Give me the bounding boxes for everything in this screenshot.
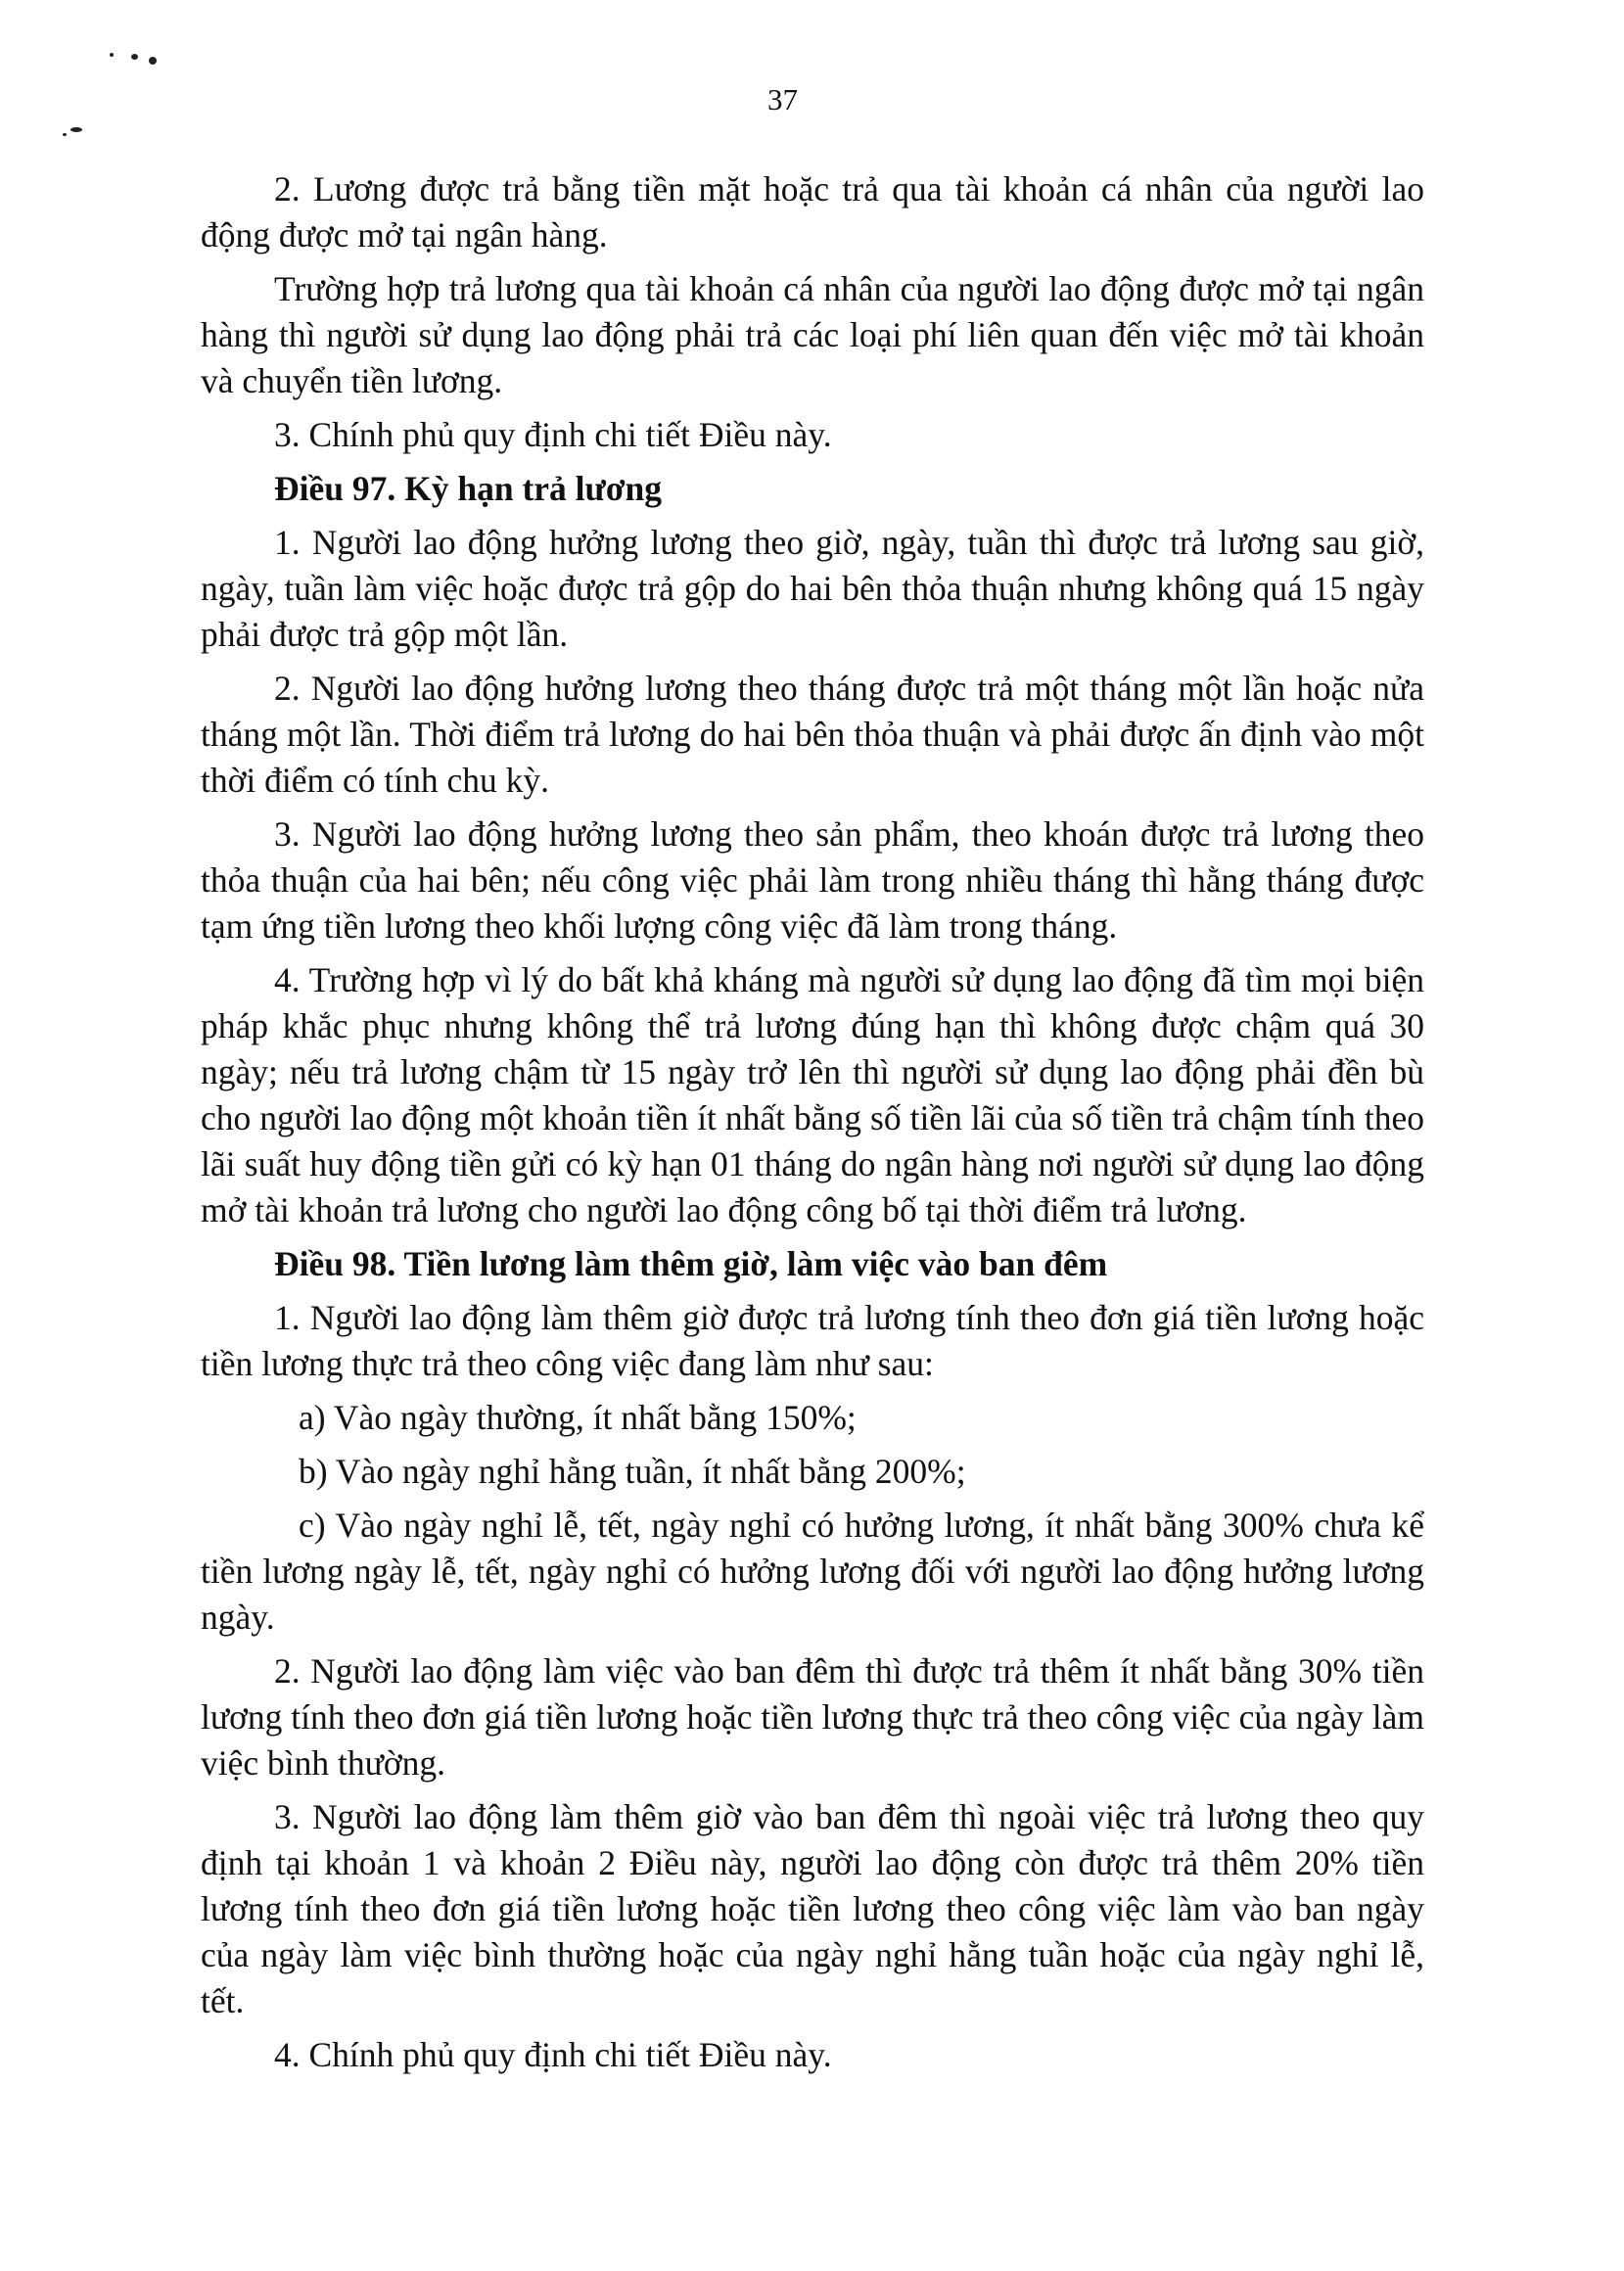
list-item: b) Vào ngày nghỉ hằng tuần, ít nhất bằng 200%;: [299, 1452, 966, 1491]
paragraph: 2. Người lao động hưởng lương theo tháng được trả một tháng một lần hoặc nửa tháng một lần. Thời điểm trả lương do hai bên thỏa thuận và phải được ấn định vào một thời điểm có tính chu kỳ.: [201, 669, 1424, 800]
paragraph: 4. Trường hợp vì lý do bất khả kháng mà người sử dụng lao động đã tìm mọi biện pháp khắc phục nhưng không thể trả lương đúng hạn thì không được chậm quá 30 ngày; nếu trả lương chậm từ 15 ngày trở lên thì người sử dụng lao động phải đền bù cho người lao động một khoản tiền ít nhất bằng số tiền lãi của số tiền trả chậm tính theo lãi suất huy động tiền gửi có kỳ hạn 01 tháng do ngân hàng nơi người sử dụng lao động mở tài khoản trả lương cho người lao động công bố tại thời điểm trả lương.: [201, 960, 1424, 1229]
scan-speck: [149, 57, 157, 65]
list-item: a) Vào ngày thường, ít nhất bằng 150%;: [299, 1398, 857, 1437]
paragraph: 1. Người lao động hưởng lương theo giờ, ngày, tuần thì được trả lương sau giờ, ngày, tuần làm việc hoặc được trả gộp do hai bên thỏa thuận nhưng không quá 15 ngày phải được trả gộp một lần.: [201, 523, 1424, 654]
paragraph: Trường hợp trả lương qua tài khoản cá nhân của người lao động được mở tại ngân hàng thì người sử dụng lao động phải trả các loại phí liên quan đến việc mở tài khoản và chuyển tiền lương.: [201, 269, 1424, 400]
scan-speck: [110, 53, 114, 57]
paragraph: 4. Chính phủ quy định chi tiết Điều này.: [274, 2035, 832, 2074]
scan-speck: [131, 54, 138, 60]
scan-speck: [63, 133, 67, 136]
paragraph: 3. Người lao động làm thêm giờ vào ban đêm thì ngoài việc trả lương theo quy định tại khoản 1 và khoản 2 Điều này, người lao động còn được trả thêm 20% tiền lương tính theo đơn giá tiền lương hoặc tiền lương theo công việc làm vào ban ngày của ngày làm việc bình thường hoặc của ngày nghỉ hằng tuần hoặc của ngày nghỉ lễ, tết.: [201, 1797, 1424, 2020]
paragraph: 3. Chính phủ quy định chi tiết Điều này.: [274, 415, 832, 454]
article-heading: Điều 97. Kỳ hạn trả lương: [274, 469, 662, 508]
paragraph: 2. Lương được trả bằng tiền mặt hoặc trả qua tài khoản cá nhân của người lao động được mở tại ngân hàng.: [201, 169, 1424, 255]
document-body: [201, 166, 1424, 2086]
list-item: c) Vào ngày nghỉ lễ, tết, ngày nghỉ có hưởng lương, ít nhất bằng 300% chưa kể tiền lương ngày lễ, tết, ngày nghỉ có hưởng lương đối với người lao động hưởng lương ngày.: [201, 1506, 1424, 1637]
paragraph: 3. Người lao động hưởng lương theo sản phẩm, theo khoán được trả lương theo thỏa thuận của hai bên; nếu công việc phải làm trong nhiều tháng thì hằng tháng được tạm ứng tiền lương theo khối lượng công việc đã làm trong tháng.: [201, 814, 1424, 946]
scan-speck: [70, 127, 82, 132]
paragraph: 1. Người lao động làm thêm giờ được trả lương tính theo đơn giá tiền lương hoặc tiền lương thực trả theo công việc đang làm như sau:: [201, 1298, 1424, 1383]
article-heading: Điều 98. Tiền lương làm thêm giờ, làm việc vào ban đêm: [274, 1244, 1108, 1283]
page-number: 37: [767, 82, 798, 116]
paragraph: 2. Người lao động làm việc vào ban đêm thì được trả thêm ít nhất bằng 30% tiền lương tính theo đơn giá tiền lương hoặc tiền lương thực trả theo công việc của ngày làm việc bình thường.: [201, 1651, 1424, 1783]
